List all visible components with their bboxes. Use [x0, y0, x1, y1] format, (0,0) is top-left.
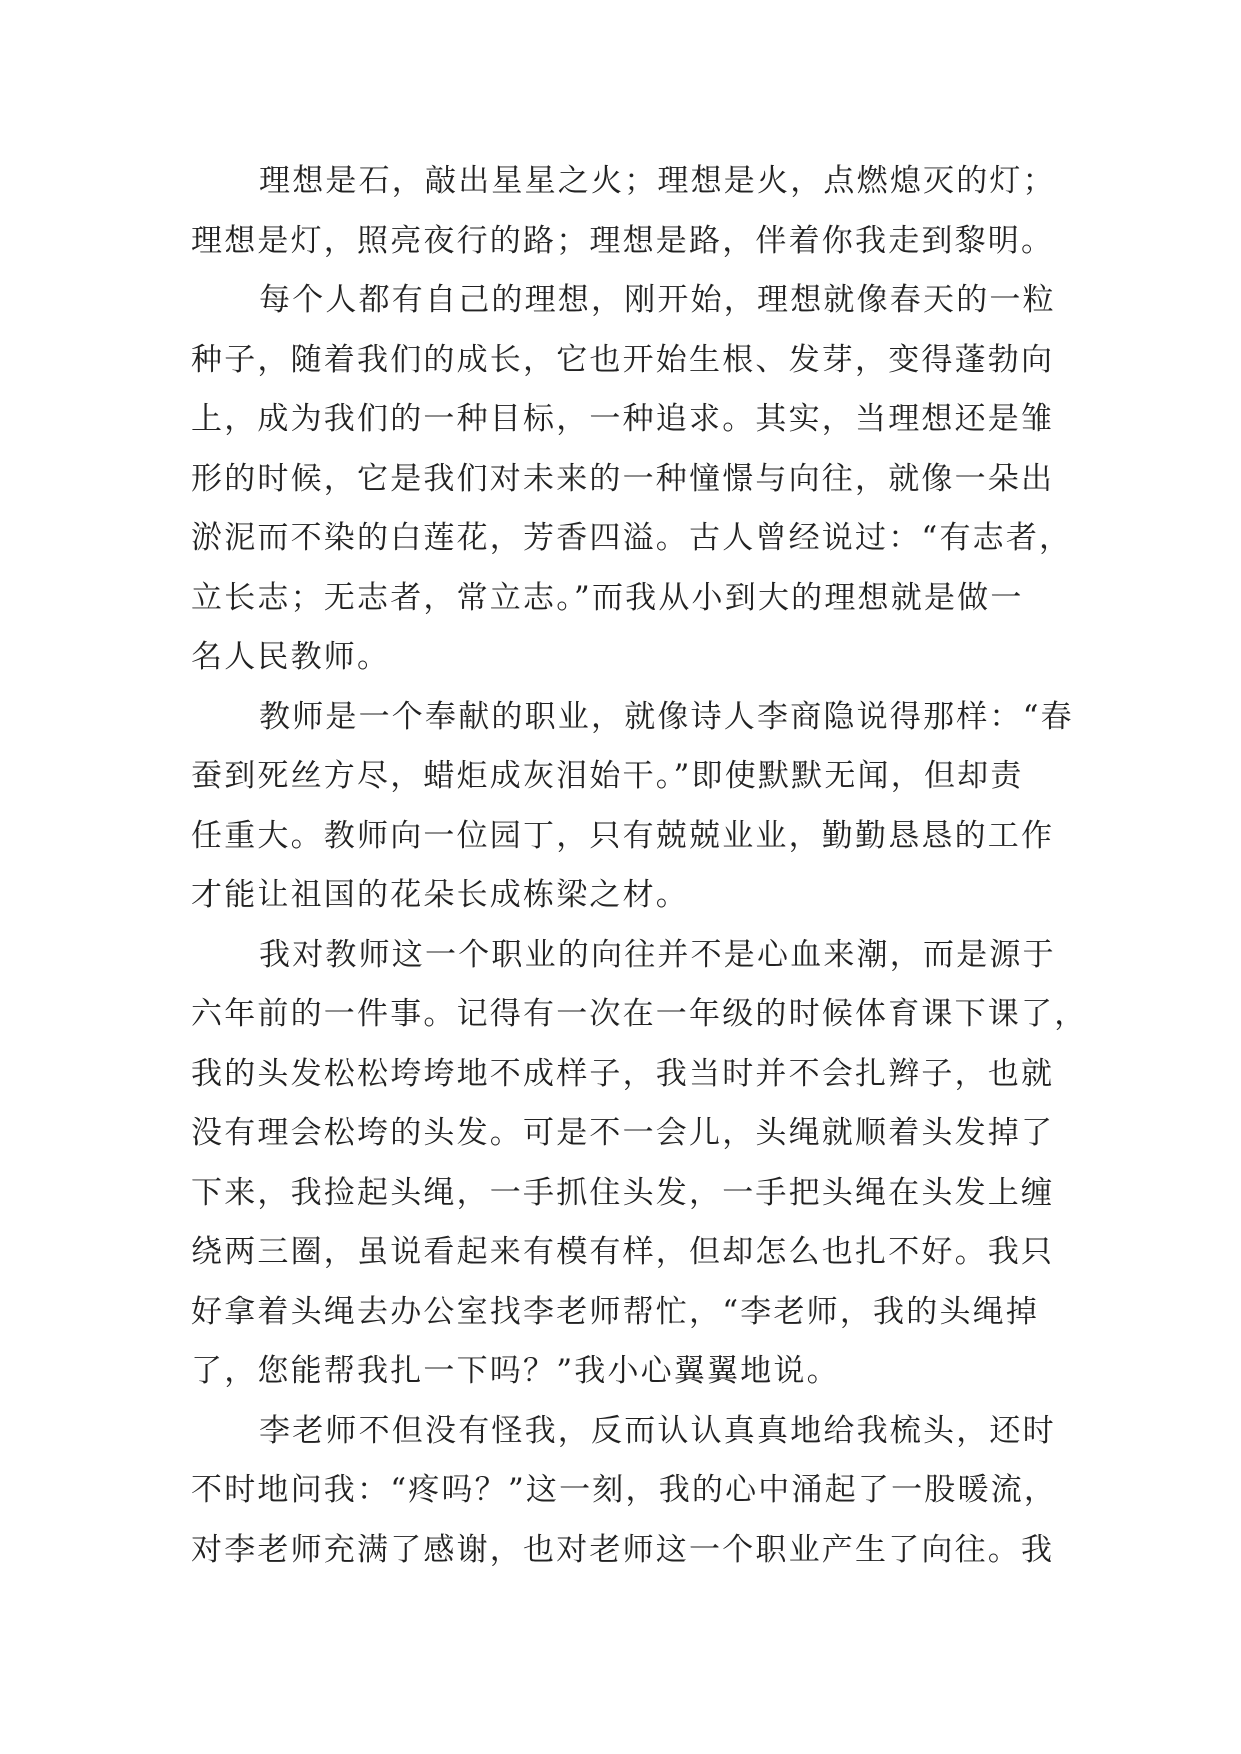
paragraph-4-line-1: 我对教师这一个职业的向往并不是心血来潮，而是源于	[259, 936, 1056, 973]
paragraph-2-line-6: 立长志；无志者，常立志。”而我从小到大的理想就是做一	[191, 579, 1024, 616]
paragraph-4-line-6: 绕两三圈，虽说看起来有模有样，但却怎么也扎不好。我只	[191, 1234, 1055, 1270]
paragraph-2-line-3: 上，成为我们的一种目标，一种追求。其实，当理想还是雏	[191, 401, 1055, 437]
paragraph-1-line-1: 理想是石，敲出星星之火；理想是火，点燃熄灭的灯；	[259, 163, 1056, 199]
paragraph-4-line-3: 我的头发松松垮垮地不成样子，我当时并不会扎辫子，也就	[191, 1055, 1055, 1092]
paragraph-4-line-2: 六年前的一件事。记得有一次在一年级的时候体育课下课了，	[191, 996, 1088, 1032]
paragraph-4-line-5: 下来，我捡起头绳，一手抓住头发，一手把头绳在头发上缠	[191, 1174, 1055, 1211]
paragraph-5-line-1: 李老师不但没有怪我，反而认认真真地给我梳头，还时	[259, 1412, 1056, 1449]
paragraph-3-line-1: 教师是一个奉献的职业，就像诗人李商隐说得那样：“春	[259, 698, 1074, 735]
paragraph-2-line-4: 形的时候，它是我们对未来的一种憧憬与向往，就像一朵出	[191, 460, 1055, 497]
paragraph-3-line-2: 蚕到死丝方尽，蜡炬成灰泪始干。”即使默默无闻，但却责	[191, 758, 1024, 794]
paragraph-2-line-2: 种子，随着我们的成长，它也开始生根、发芽，变得蓬勃向	[191, 341, 1055, 378]
paragraph-2-line-7: 名人民教师。	[191, 639, 391, 675]
paragraph-4-line-8: 了，您能帮我扎一下吗？”我小心翼翼地说。	[191, 1353, 840, 1389]
paragraph-5-line-3: 对李老师充满了感谢，也对老师这一个职业产生了向往。我	[191, 1531, 1055, 1568]
paragraph-4-line-7: 好拿着头绳去办公室找李老师帮忙，“李老师，我的头绳掉	[191, 1293, 1040, 1330]
paragraph-2-line-1: 每个人都有自己的理想，刚开始，理想就像春天的一粒	[259, 282, 1056, 318]
paragraph-2-line-5: 淤泥而不染的白莲花，芳香四溢。古人曾经说过：“有志者，	[191, 520, 1073, 556]
paragraph-4-line-4: 没有理会松垮的头发。可是不一会儿，头绳就顺着头发掉了	[191, 1115, 1055, 1151]
paragraph-1-line-2: 理想是灯，照亮夜行的路；理想是路，伴着你我走到黎明。	[191, 222, 1055, 259]
paragraph-3-line-4: 才能让祖国的花朵长成栋梁之材。	[191, 877, 689, 913]
paragraph-3-line-3: 任重大。教师向一位园丁，只有兢兢业业，勤勤恳恳的工作	[191, 817, 1055, 854]
paragraph-5-line-2: 不时地问我：“疼吗？”这一刻，我的心中涌起了一股暖流，	[191, 1472, 1058, 1508]
document-body	[191, 152, 1091, 1580]
